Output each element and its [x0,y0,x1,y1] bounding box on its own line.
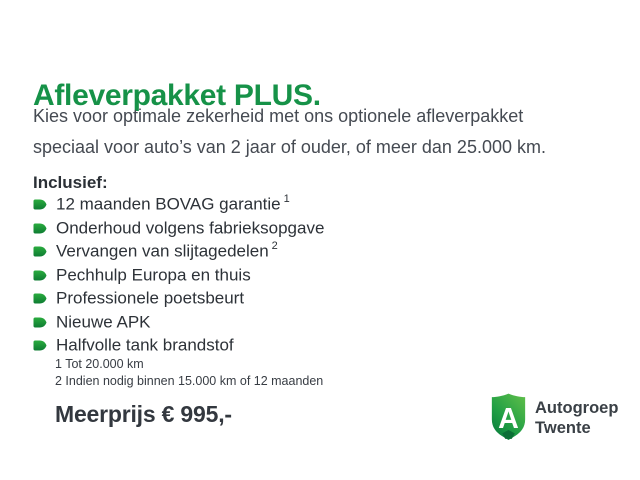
feature-item [33,311,327,335]
leaf-bullet-icon [33,223,47,234]
features-list [33,193,327,358]
includes-heading: Inclusief: [33,173,108,192]
feature-label: Nieuwe APK [56,312,151,332]
feature-item [33,193,327,217]
feature-item [33,264,327,288]
feature-item [33,240,327,264]
feature-label: Vervangen van slijtagedelen $^2$ [56,240,278,262]
feature-label: Professionele poetsbeurt [56,289,245,309]
leaf-bullet-icon [33,340,47,351]
leaf-bullet-icon [33,246,47,257]
feature-label: 12 maanden BOVAG garantie $^1$ [56,193,290,215]
shield-monogram-icon [490,392,527,442]
feature-label: Pechhulp Europa en thuis [56,265,251,285]
brand-name [535,398,618,438]
intro-text [33,101,546,163]
brand-name-line1: Autogroep [535,399,619,417]
footnote-line: 2 Indien nodig binnen 15.000 km of 12 maanden [55,373,324,388]
intro-line-1: Kies voor optimale zekerheid met ons optionele afleverpakket [33,106,524,126]
brand-logo [490,392,618,442]
leaf-bullet-icon [33,270,47,281]
logo-monogram: A [498,403,519,436]
footnote-ref: 1 [283,193,290,206]
feature-item [33,334,327,358]
footnotes [55,356,323,389]
price-text: Meerprijs € 995,- [55,401,232,427]
footnote-line: 1 Tot 20.000 km [55,357,144,371]
brand-name-line2: Twente [535,419,591,437]
page-title: Afleverpakket PLUS. [33,79,321,113]
intro-line-2: speciaal voor auto’s van 2 jaar of ouder, of meer dan 25.000 km. [33,137,546,157]
leaf-bullet-icon [33,317,47,328]
footnote-ref: 2 [271,240,278,253]
feature-item [33,287,327,311]
feature-label: Onderhoud volgens fabrieksopgave [56,218,325,238]
leaf-bullet-icon [33,199,47,210]
feature-item [33,217,327,241]
feature-label: Halfvolle tank brandstof [56,336,234,356]
leaf-bullet-icon [33,293,47,304]
